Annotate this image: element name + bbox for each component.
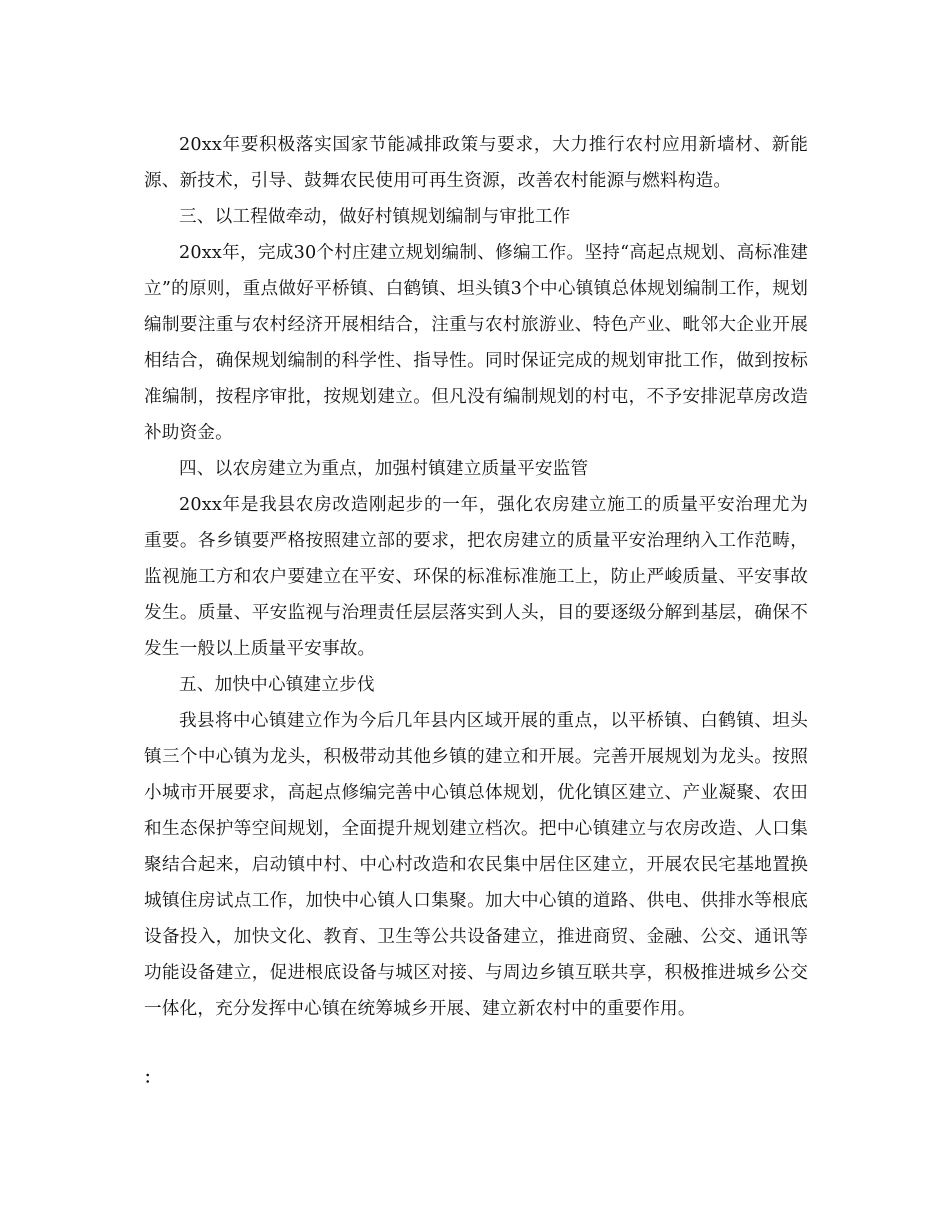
document-body — [144, 127, 808, 1027]
section-heading-housing-safety: 四、以农房建立为重点，加强村镇建立质量平安监管 — [179, 459, 589, 479]
paragraph-energy-policy: 20xx年要积极落实国家节能减排政策与要求，大力推行农村应用新墙材、新能源、新技术，引导、鼓舞农民使用可再生资源，改善农村能源与燃料构造。 — [144, 135, 808, 191]
section-heading-planning: 三、以工程做牵动，做好村镇规划编制与审批工作 — [179, 207, 571, 227]
paragraph-housing-safety: 20xx年是我县农房改造刚起步的一年，强化农房建立施工的质量平安治理尤为重要。各乡镇要严格按照建立部的要求，把农房建立的质量平安治理纳入工作范畴，监视施工方和农户要建立在平安、环保的标准标准施工上，防止严峻质量、平安事故发生。质量、平安监视与治理责任层层落实到人头，目的要逐级分解到基层，确保不发生一般以上质量平安事故。 — [144, 495, 808, 659]
section-heading-central-towns: 五、加快中心镇建立步伐 — [179, 675, 375, 695]
trailing-colon-mark: ： — [144, 1068, 161, 1087]
paragraph-village-planning: 20xx年，完成30个村庄建立规划编制、修编工作。坚持“高起点规划、高标准建立”的原则，重点做好平桥镇、白鹤镇、坦头镇3个中心镇镇总体规划编制工作，规划编制要注重与农村经济开展相结合，注重与农村旅游业、特色产业、毗邻大企业开展相结合，确保规划编制的科学性、指导性。同时保证完成的规划审批工作，做到按标准编制，按程序审批，按规划建立。但凡没有编制规划的村屯，不予安排泥草房改造补助资金。 — [144, 243, 808, 443]
paragraph-central-towns: 我县将中心镇建立作为今后几年县内区域开展的重点，以平桥镇、白鹤镇、坦头镇三个中心镇为龙头，积极带动其他乡镇的建立和开展。完善开展规划为龙头。按照小城市开展要求，高起点修编完善中心镇总体规划，优化镇区建立、产业凝聚、农田和生态保护等空间规划，全面提升规划建立档次。把中心镇建立与农房改造、人口集聚结合起来，启动镇中村、中心村改造和农民集中居住区建立，开展农民宅基地置换城镇住房试点工作，加快中心镇人口集聚。加大中心镇的道路、供电、供排水等根底设备投入，加快文化、教育、卫生等公共设备建立，推进商贸、金融、公交、通讯等功能设备建立，促进根底设备与城区对接、与周边乡镇互联共享，积极推进城乡公交一体化，充分发挥中心镇在统筹城乡开展、建立新农村中的重要作用。 — [144, 711, 808, 1019]
